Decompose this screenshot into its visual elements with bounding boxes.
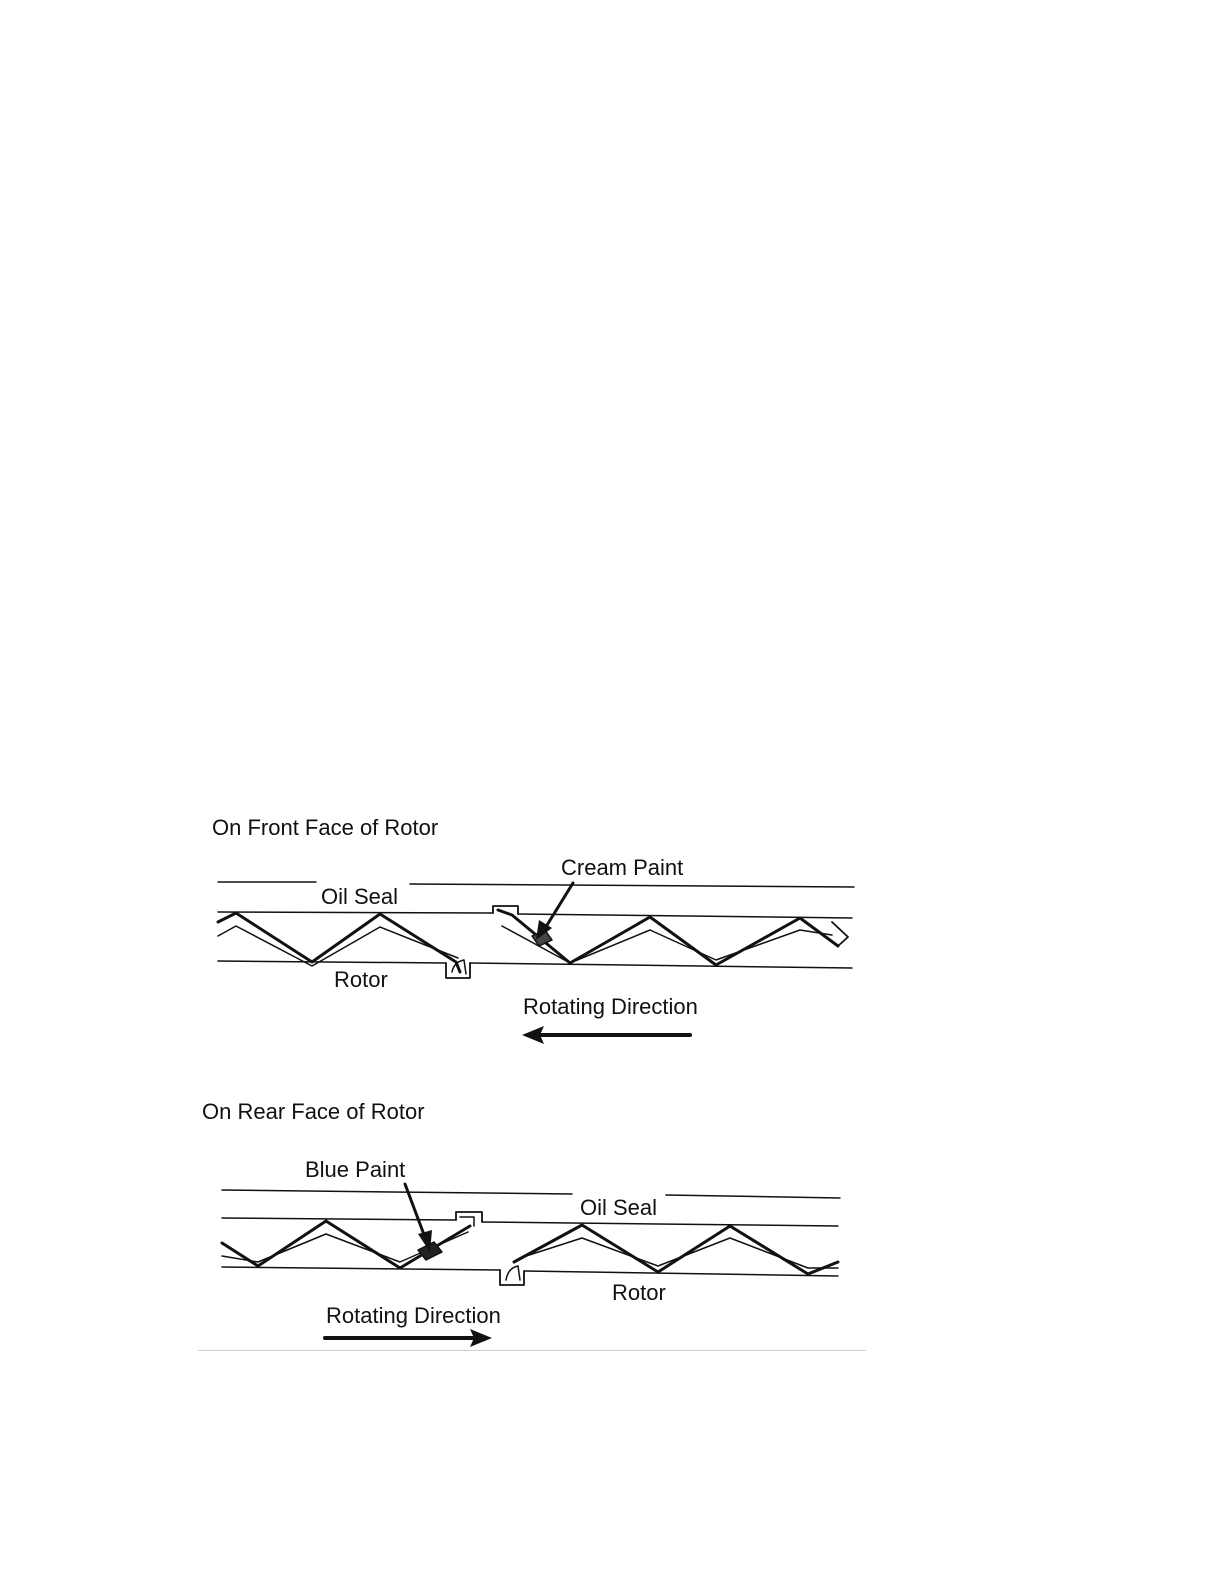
rear-rotor-lower-line [524,1271,838,1276]
rear-rotating-direction-label: Rotating Direction [326,1303,501,1328]
rear-oil-seal-label: Oil Seal [580,1195,658,1220]
rear-rotor-label: Rotor [612,1280,666,1305]
rear-rotor-upper-line [222,1218,456,1220]
rear-blue-paint-label: Blue Paint [305,1157,406,1182]
front-rotor-label: Rotor [334,967,388,992]
front-panel-title: On Front Face of Rotor [212,815,439,840]
rear-seal-right-outer [514,1225,838,1274]
front-rotating-direction-label: Rotating Direction [523,994,698,1019]
bottom-divider [198,1350,866,1351]
rear-rotor-lower-line [222,1267,500,1270]
rear-oil-seal-line [666,1195,840,1198]
front-cream-paint-label: Cream Paint [561,855,684,880]
front-oil-seal-label: Oil Seal [321,884,399,909]
rear-panel-title: On Rear Face of Rotor [202,1099,425,1124]
rear-oil-seal-line [222,1190,572,1194]
rear-rotor-upper-line [482,1222,838,1226]
